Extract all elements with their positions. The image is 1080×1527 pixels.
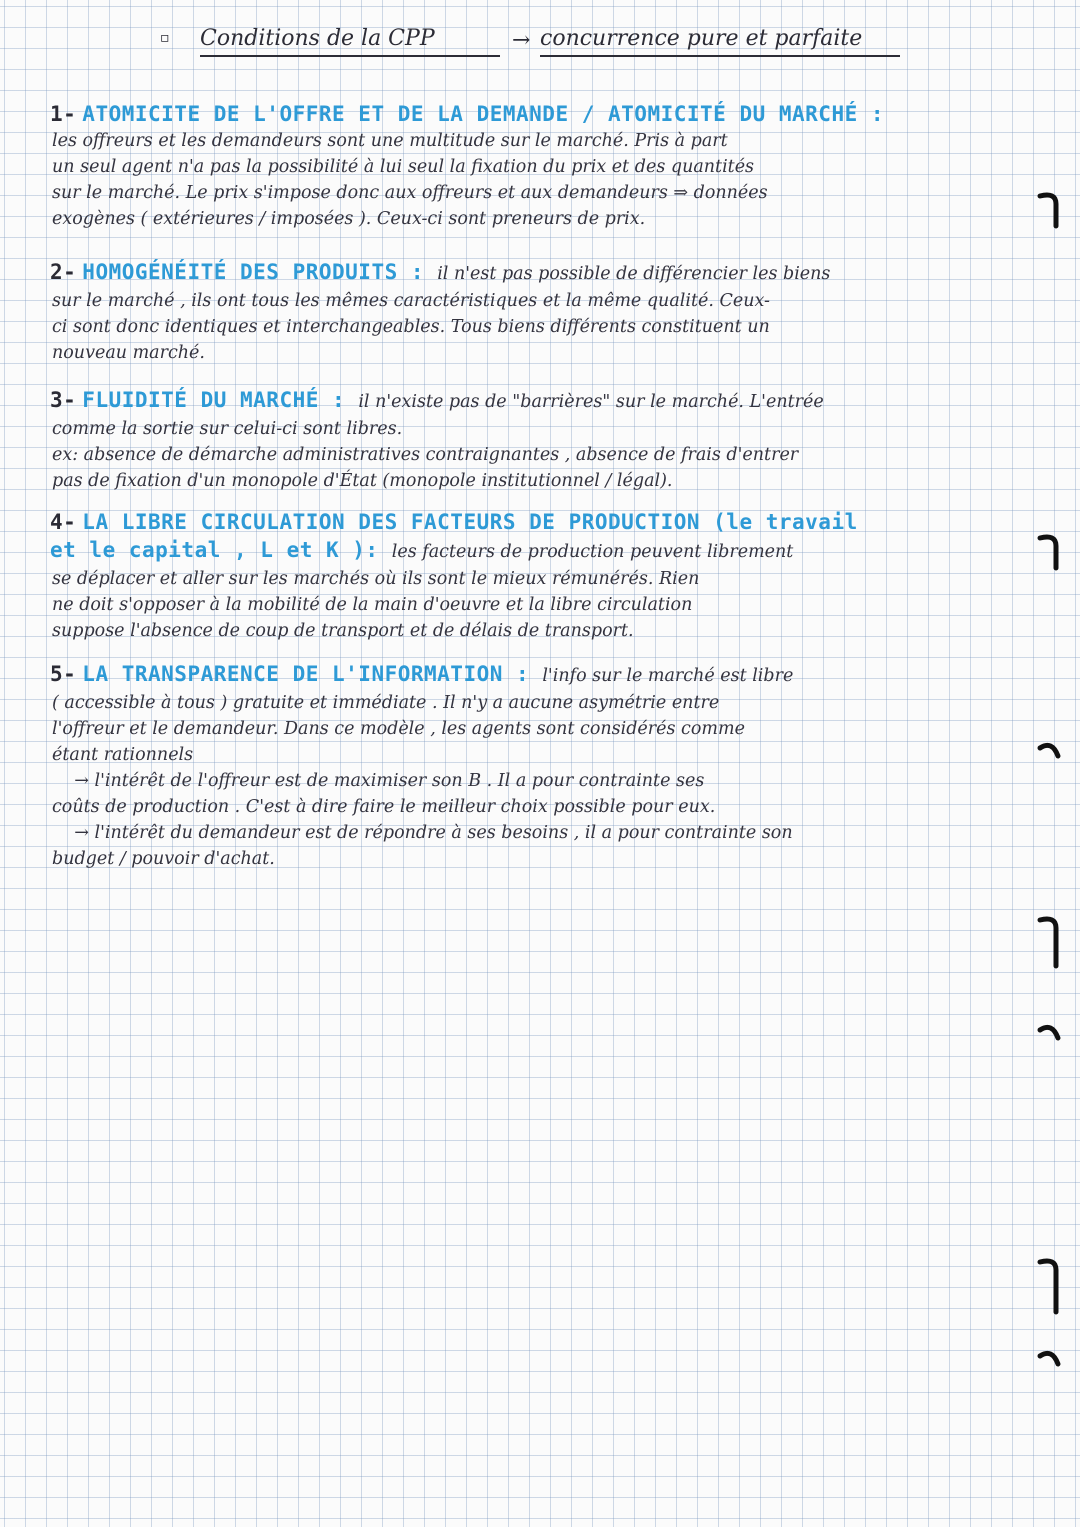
binder-ring-icon — [1036, 190, 1062, 230]
body-line: ( accessible à tous ) gratuite et immédiate . Il n'y a aucune asymétrie entre — [52, 693, 720, 713]
section-number: 3- — [50, 388, 77, 412]
section-title: FLUIDITÉ DU MARCHÉ : — [82, 388, 346, 412]
section-title: LA LIBRE CIRCULATION DES FACTEURS DE PRODUCTION (le travail — [82, 510, 858, 534]
binder-ring-icon — [1036, 1346, 1062, 1386]
section-title: LA TRANSPARENCE DE L'INFORMATION : — [82, 662, 530, 686]
header-title-right: concurrence pure et parfaite — [540, 26, 900, 57]
section-heading — [50, 386, 1040, 416]
section-body — [50, 288, 1040, 366]
body-line: sur le marché. Le prix s'impose donc aux offreurs et aux demandeurs ⇒ données — [52, 183, 768, 203]
section-atomicite — [50, 100, 1040, 232]
binder-ring-icon — [1036, 1020, 1062, 1060]
section-libre-circulation — [50, 508, 1040, 644]
body-line: nouveau marché. — [52, 343, 205, 363]
body-line: les offreurs et les demandeurs sont une multitude sur le marché. Pris à part — [52, 131, 728, 151]
header-title-left: Conditions de la CPP — [200, 26, 500, 57]
section-title: ATOMICITE DE L'OFFRE ET DE LA DEMANDE / ATOMICITÉ DU MARCHÉ : — [82, 102, 885, 126]
header-arrow: → — [512, 28, 531, 53]
body-line: ex: absence de démarche administratives contraignantes , absence de frais d'entrer — [52, 445, 799, 465]
section-body — [50, 416, 1040, 494]
binder-ring-icon — [1036, 738, 1062, 778]
section-number: 1- — [50, 102, 77, 126]
body-line: ne doit s'opposer à la mobilité de la main d'oeuvre et la libre circulation — [52, 595, 693, 615]
section-body — [50, 566, 1040, 644]
section-body — [50, 128, 1040, 232]
body-line: pas de fixation d'un monopole d'État (monopole institutionnel / légal). — [52, 471, 673, 491]
section-heading — [50, 258, 1040, 288]
section-heading-tail: il n'est pas possible de différencier les biens — [437, 264, 831, 284]
section-heading-line2 — [50, 536, 1040, 566]
section-fluidite — [50, 386, 1040, 494]
binder-ring-icon — [1036, 532, 1062, 572]
section-body — [50, 690, 1040, 872]
section-transparence — [50, 660, 1040, 872]
section-heading — [50, 508, 1040, 536]
body-line: ci sont donc identiques et interchangeables. Tous biens différents constituent un — [52, 317, 770, 337]
section-title-continued: et le capital , L et K ): — [50, 538, 379, 562]
section-heading — [50, 660, 1040, 690]
section-heading — [50, 100, 1040, 128]
section-homogeneite — [50, 258, 1040, 366]
section-heading-tail: les facteurs de production peuvent librement — [391, 542, 794, 562]
header-bullet: ▫ — [160, 30, 170, 46]
binder-ring-icon — [1036, 914, 1062, 954]
body-line: un seul agent n'a pas la possibilité à lui seul la fixation du prix et des quantités — [52, 157, 755, 177]
section-heading-tail: l'info sur le marché est libre — [542, 666, 794, 686]
section-title: HOMOGÉNÉITÉ DES PRODUITS : — [82, 260, 425, 284]
section-number: 2- — [50, 260, 77, 284]
body-line: → l'intérêt de l'offreur est de maximiser son B . Il a pour contrainte ses — [52, 771, 705, 791]
page-header — [160, 26, 920, 66]
body-line: exogènes ( extérieures / imposées ). Ceux-ci sont preneurs de prix. — [52, 209, 646, 229]
body-line: suppose l'absence de coup de transport et de délais de transport. — [52, 621, 634, 641]
body-line: sur le marché , ils ont tous les mêmes caractéristiques et la même qualité. Ceux- — [52, 291, 770, 311]
section-number: 5- — [50, 662, 77, 686]
binder-ring-icon — [1036, 1256, 1062, 1296]
section-heading-tail: il n'existe pas de "barrières" sur le marché. L'entrée — [358, 392, 824, 412]
body-line: l'offreur et le demandeur. Dans ce modèle , les agents sont considérés comme — [52, 719, 745, 739]
body-line: coûts de production . C'est à dire faire le meilleur choix possible pour eux. — [52, 797, 716, 817]
body-line: comme la sortie sur celui-ci sont libres. — [52, 419, 403, 439]
body-line: → l'intérêt du demandeur est de répondre à ses besoins , il a pour contrainte son — [52, 823, 793, 843]
section-number: 4- — [50, 510, 77, 534]
body-line: étant rationnels — [52, 745, 194, 765]
body-line: se déplacer et aller sur les marchés où ils sont le mieux rémunérés. Rien — [52, 569, 700, 589]
body-line: budget / pouvoir d'achat. — [52, 849, 275, 869]
